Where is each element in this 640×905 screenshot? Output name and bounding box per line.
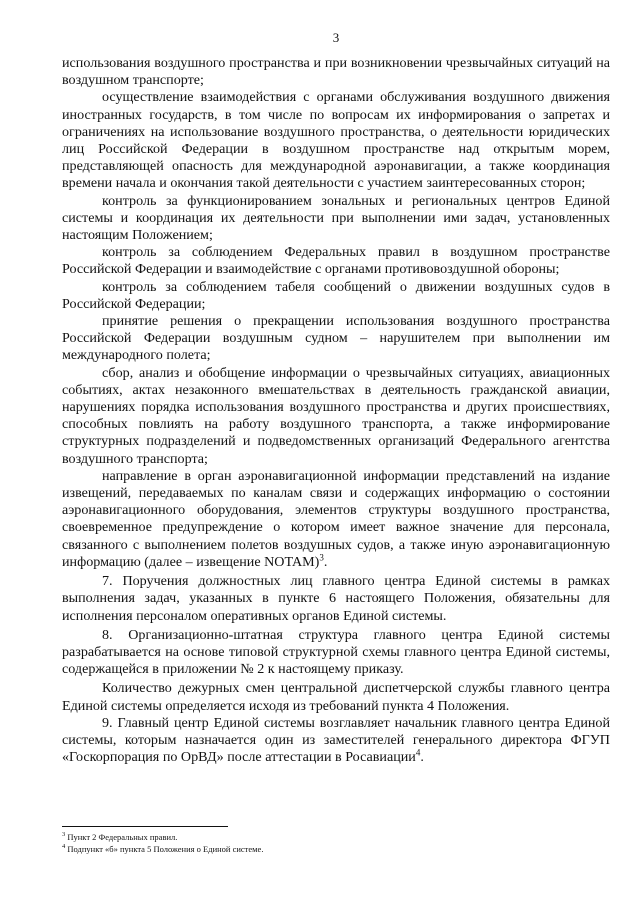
- footnotes: [62, 826, 610, 855]
- paragraph-item-7: 7. Поручения должностных лиц главного центра Единой системы в рамках выполнения задач, указанных в пункте 6 настоящего Положения, обязательны для исполнения персоналом оперативных органов Единой системы.: [62, 573, 610, 624]
- paragraph-notam: [62, 468, 610, 571]
- paragraph-item-8: 8. Организационно-штатная структура главного центра Единой системы разрабатывается на основе типовой структурной схемы главного центра Единой системы, содержащейся в приложении № 2 к настоящему приказу.: [62, 626, 610, 678]
- footnote-3: [62, 831, 610, 843]
- paragraph-control-federal-rules: контроль за соблюдением Федеральных правил в воздушном пространстве Российской Федерации и взаимодействие с органами противовоздушной обороны;: [62, 244, 610, 278]
- paragraph-duty-shifts: Количество дежурных смен центральной диспетчерской службы главного центра Единой системы определяется исходя из требований пункта 4 Положения.: [62, 680, 610, 714]
- document-body: [62, 55, 610, 766]
- footnote-ref-3: 3: [319, 552, 324, 563]
- footnote-text-3: Пункт 2 Федеральных правил.: [65, 832, 178, 842]
- footnote-divider: [62, 826, 228, 827]
- footnote-4: [62, 843, 610, 855]
- page-number: 3: [332, 30, 340, 45]
- paragraph-item-9-text: 9. Главный центр Единой системы возглавляет начальник главного центра Единой системы, которым назначается один из заместителей генерального директора ФГУП «Госкорпорация по ОрВД» после аттестации в Росавиации: [62, 714, 610, 766]
- paragraph-item-9-end: .: [420, 749, 424, 766]
- paragraph-continuation: использования воздушного пространства и при возникновении чрезвычайных ситуаций на воздушном транспорте;: [62, 55, 610, 89]
- footnote-text-4: Подпункт «б» пункта 5 Положения о Единой системе.: [65, 844, 264, 854]
- paragraph-notam-text: направление в орган аэронавигационной информации представлений на издание извещений, передаваемых по каналам связи и содержащих информацию о состоянии аэронавигационного оборудования, элементов структуры воздушного пространства, своевременное предупреждение о котором имеет важное значение для персонала, связанного с выполнением полетов воздушных судов, а также иную аэронавигационную информацию (далее – извещение NOTAM): [62, 467, 610, 570]
- footnote-marker-3: 3: [62, 831, 66, 839]
- paragraph-information-collection: сбор, анализ и обобщение информации о чрезвычайных ситуациях, авиационных событиях, актах незаконного вмешательствах в деятельность гражданской авиации, нарушениях порядка использования воздушного пространства и других происшествиях, способных повлиять на работу воздушного транспорта, а также информирование структурных подразделений и подведомственных организаций Федерального агентства воздушного транспорта;: [62, 364, 610, 467]
- footnote-marker-4: 4: [62, 843, 66, 851]
- paragraph-interaction-foreign-states: осуществление взаимодействия с органами обслуживания воздушного движения иностранных государств, в том числе по вопросам их информирования о запретах и ограничениях на использование воздушного пространства, о деятельности юридических лиц Российской Федерации в воздушном пространстве над открытым морем, представляющей опасность для международной аэронавигации, а также координация времени начала и окончания такой деятельности с участием заинтересованных сторон;: [62, 89, 610, 192]
- footnote-ref-4: 4: [415, 747, 421, 758]
- paragraph-termination-decision: принятие решения о прекращении использования воздушного пространства Российской Федерации воздушным судном – нарушителем при выполнении им международного полета;: [62, 313, 610, 364]
- paragraph-control-message-table: контроль за соблюдением табеля сообщений о движении воздушных судов в Российской Федерации;: [62, 278, 610, 312]
- paragraph-control-zonal-centers: контроль за функционированием зональных и региональных центров Единой системы и координация их деятельности при выполнении ими задач, установленных настоящим Положением;: [62, 192, 610, 244]
- paragraph-item-9: [62, 715, 610, 767]
- paragraph-notam-end: .: [323, 553, 328, 570]
